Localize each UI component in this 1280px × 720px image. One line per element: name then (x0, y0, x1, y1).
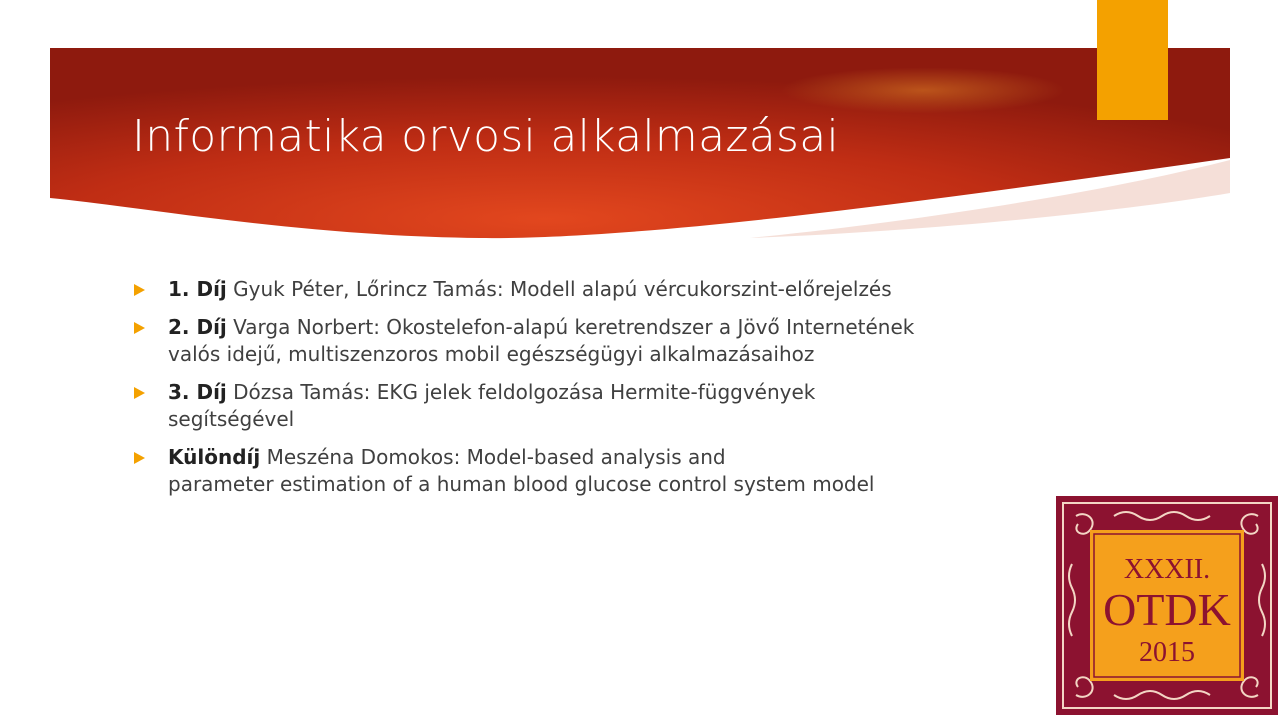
award-text-continued: valós idejű, multiszenzoros mobil egészségügyi alkalmazásaihoz (168, 342, 815, 366)
list-item (134, 314, 1044, 368)
list-item (134, 444, 1044, 498)
award-text-continued: segítségével (168, 407, 295, 431)
bullet-arrow-icon (134, 452, 145, 464)
award-text: Gyuk Péter, Lőrincz Tamás: Modell alapú vércukorszint-előrejelzés (226, 277, 892, 301)
bullet-arrow-icon (134, 387, 145, 399)
bullet-arrow-icon (134, 322, 145, 334)
award-text: Varga Norbert: Okostelefon-alapú keretrendszer a Jövő Internetének (233, 315, 915, 339)
award-label: Különdíj (168, 445, 261, 469)
award-text: Dózsa Tamás: EKG jelek feldolgozása Hermite-függvények (233, 380, 816, 404)
logo-text-otdk: OTDK (1103, 584, 1231, 635)
list-item (134, 379, 1044, 433)
accent-tab (1097, 0, 1168, 120)
list-item (134, 276, 1044, 303)
otdk-logo (1054, 494, 1280, 717)
award-text: Meszéna Domokos: Model-based analysis and (266, 445, 726, 469)
logo-text-year: 2015 (1139, 637, 1195, 668)
award-list (134, 276, 1044, 509)
award-label: 2. Díj (168, 315, 227, 339)
award-label: 3. Díj (168, 380, 227, 404)
logo-text-edition: XXXII. (1123, 554, 1211, 585)
award-label: 1. Díj (168, 277, 227, 301)
bullet-arrow-icon (134, 284, 145, 296)
slide-title: Informatika orvosi alkalmazásai (132, 111, 840, 162)
award-text-continued: parameter estimation of a human blood glucose control system model (168, 472, 875, 496)
